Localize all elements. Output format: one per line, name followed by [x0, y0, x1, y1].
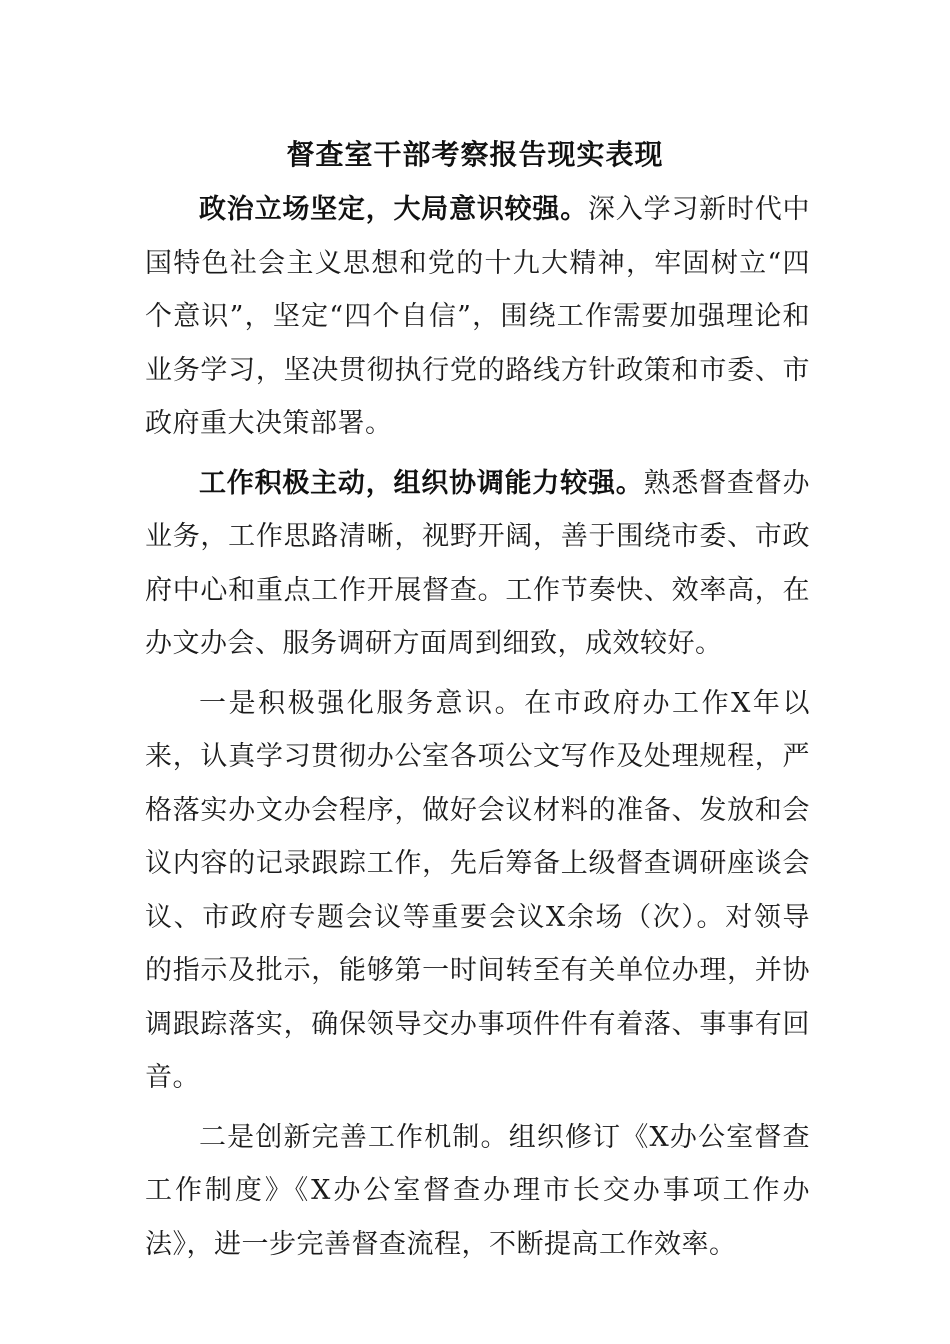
paragraph-political-stance [145, 183, 810, 451]
document-title: 督查室干部考察报告现实表现 [286, 138, 664, 171]
paragraph-work-mechanism [145, 1111, 810, 1272]
paragraph-heading: 政治立场坚定，大局意识较强。 [199, 194, 588, 225]
paragraph-work-initiative [145, 457, 810, 671]
paragraph-text: 深入学习新时代中国特色社会主义思想和党的十九大精神，牢固树立“四个意识”，坚定“四个自信”，围绕工作需要加强理论和业务学习，坚决贯彻执行党的路线方针政策和市委、市政府重大决策部署。 [145, 194, 810, 439]
paragraph-text: 二是创新完善工作机制。组织修订《X办公室督查工作制度》《X办公室督查办理市长交办事项工作办法》，进一步完善督查流程，不断提高工作效率。 [145, 1121, 810, 1260]
paragraph-text: 熟悉督查督办业务，工作思路清晰，视野开阔，善于围绕市委、市政府中心和重点工作开展督查。工作节奏快、效率高，在办文办会、服务调研方面周到细致，成效较好。 [145, 467, 811, 659]
paragraph-heading: 工作积极主动，组织协调能力较强。 [199, 467, 644, 499]
paragraph-service-awareness [145, 677, 810, 1105]
document-body [145, 183, 810, 1271]
paragraph-text: 一是积极强化服务意识。在市政府办工作X年以来，认真学习贯彻办公室各项公文写作及处理规程，严格落实办文办会程序，做好会议材料的准备、发放和会议内容的记录跟踪工作，先后筹备上级督查调研座谈会议、市政府专题会议等重要会议X余场（次）。对领导的指示及批示，能够第一时间转至有关单位办理，并协调跟踪落实，确保领导交办事项件件有着落、事事有回音。 [145, 687, 810, 1093]
